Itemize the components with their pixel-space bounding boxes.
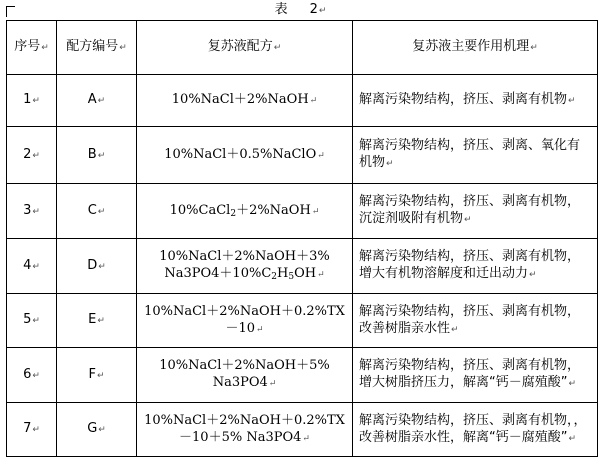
cell-mechanism: 解离污染物结构，挤压、剥离有机物， 增大有机物溶解度和迁出动力↵	[353, 239, 598, 294]
caption-number: 2	[309, 2, 318, 17]
cell-code: C↵	[57, 184, 137, 239]
cell-mechanism: 解离污染物结构，挤压、剥离有机物， 增大树脂挤压力，解离“钙－腐殖酸”↵	[353, 348, 598, 403]
cell-formula: 10%NaCl＋2%NaOH＋5% Na3PO4↵	[137, 348, 353, 403]
cell-formula: 10%NaCl＋2%NaOH＋0.2%TX －10↵	[137, 294, 353, 348]
cell-mechanism: 解离污染物结构，挤压、剥离有机物， 沉淀剂吸附有机物↵	[353, 184, 598, 239]
cell-mechanism: 解离污染物结构，挤压、剥离有机物， 改善树脂亲水性↵	[353, 294, 598, 348]
header-mechanism: 复苏液主要作用机理↵	[353, 21, 598, 75]
cell-no: 6↵	[7, 348, 57, 403]
header-no: 序号↵	[7, 21, 57, 75]
cell-no: 1↵	[7, 75, 57, 127]
cell-code: F↵	[57, 348, 137, 403]
cell-no: 7↵	[7, 403, 57, 457]
table-row	[7, 348, 598, 403]
table-caption: 表 2↵	[274, 2, 327, 17]
cell-mechanism: 解离污染物结构，挤压、剥离、氧化有 机物↵	[353, 127, 598, 184]
table-row	[7, 403, 598, 457]
cell-formula: 10%NaCl＋2%NaOH↵	[137, 75, 353, 127]
cell-mechanism: 解离污染物结构，挤压、剥离有机物，， 改善树脂亲水性，解离“钙－腐殖酸”↵	[353, 403, 598, 457]
cell-formula: 10%CaCl$_2$＋2%NaOH↵	[137, 184, 353, 239]
cell-no: 2↵	[7, 127, 57, 184]
header-formula: 复苏液配方↵	[137, 21, 353, 75]
table-row	[7, 127, 598, 184]
cell-formula: 10%NaCl＋2%NaOH＋3% $Na3PO4+10\%C_2H_5OH↵$	[137, 239, 353, 294]
table-row	[7, 294, 598, 348]
cell-code: G↵	[57, 403, 137, 457]
table-row	[7, 184, 598, 239]
cell-no: 4↵	[7, 239, 57, 294]
table-row	[7, 75, 598, 127]
data-table	[6, 20, 598, 457]
cell-formula: 10%NaCl＋0.5%NaClO↵	[137, 127, 353, 184]
cell-no: 3↵	[7, 184, 57, 239]
cell-no: 5↵	[7, 294, 57, 348]
corner-mark	[6, 6, 15, 17]
cell-code: B↵	[57, 127, 137, 184]
header-row	[7, 21, 598, 75]
cell-code: A↵	[57, 75, 137, 127]
cell-mechanism: 解离污染物结构，挤压、剥离有机物↵	[353, 75, 598, 127]
table-row	[7, 239, 598, 294]
cell-formula: 10%NaCl＋2%NaOH＋0.2%TX －10＋5% Na3PO4↵	[137, 403, 353, 457]
caption-prefix: 表	[274, 2, 288, 17]
cell-code: E↵	[57, 294, 137, 348]
cell-code: D↵	[57, 239, 137, 294]
header-code: 配方编号↵	[57, 21, 137, 75]
